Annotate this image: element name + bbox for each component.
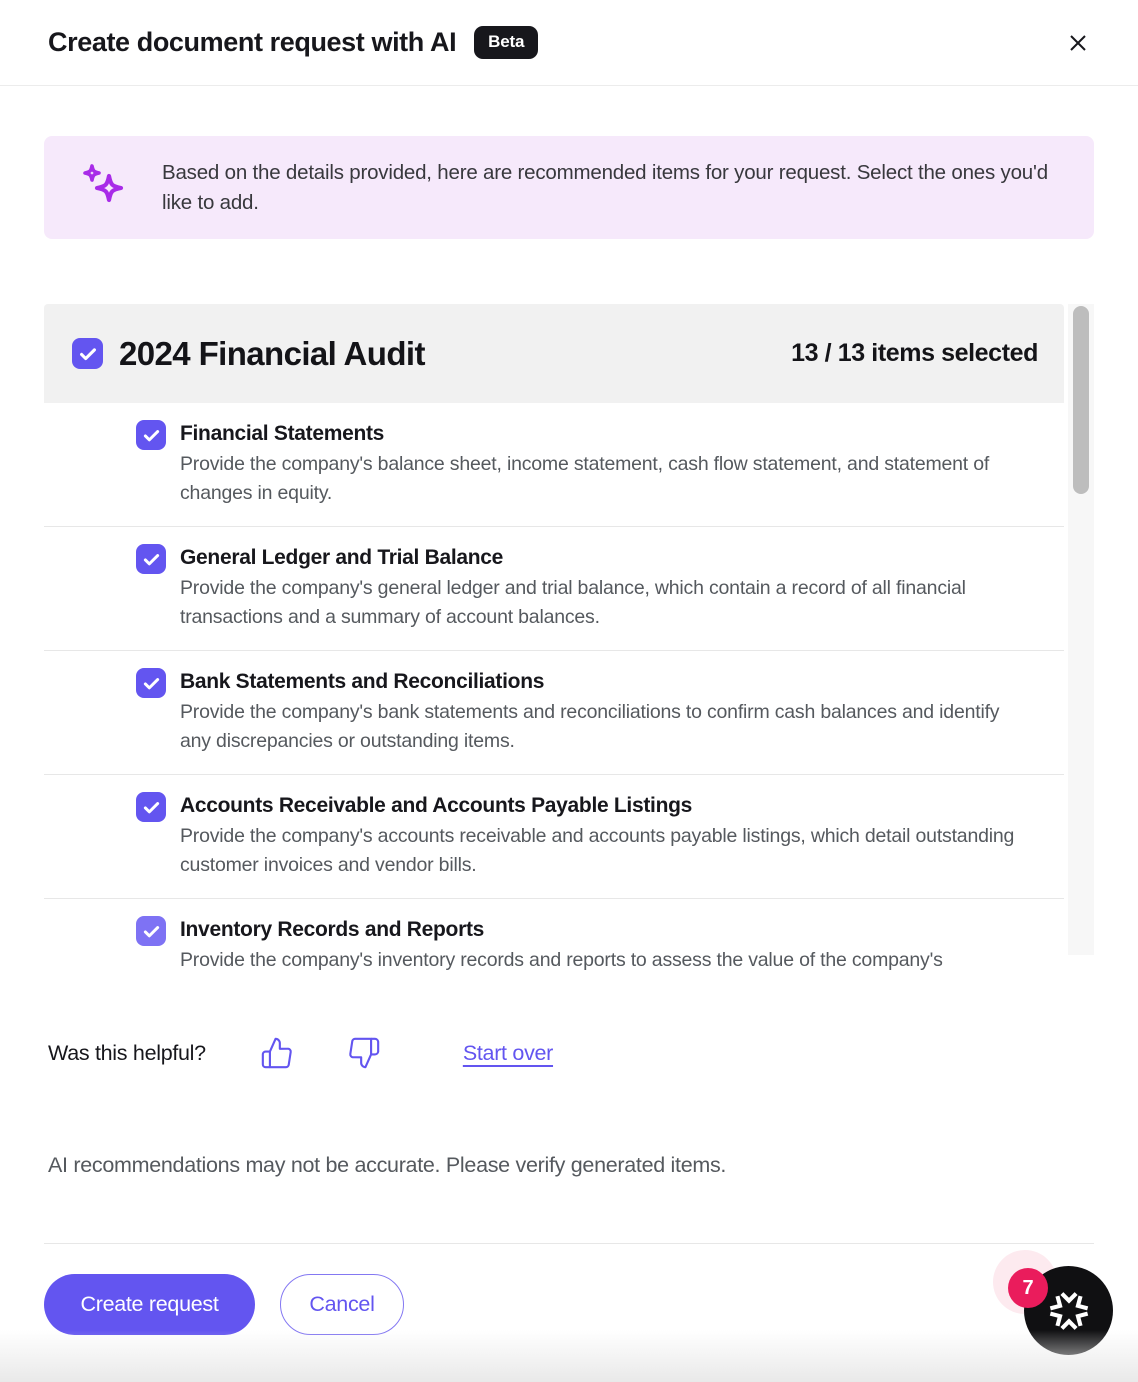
ai-disclaimer: AI recommendations may not be accurate. Please verify generated items. [48,1153,727,1177]
sparkle-icon [44,160,162,216]
ai-recommendation-banner [44,136,1094,239]
close-icon[interactable] [1062,27,1094,59]
cancel-button[interactable]: Cancel [280,1274,404,1335]
item-description: Provide the company's general ledger and trial balance, which contain a record of all financial transactions and a summary of account balances. [180,577,966,628]
list-item [44,651,1064,775]
page-title: Create document request with AI [48,27,457,57]
list-item [44,403,1064,527]
feedback-question: Was this helpful? [48,1040,206,1065]
banner-text: Based on the details provided, here are recommended items for your request. Select the ones you'd like to add. [162,160,1048,214]
item-description: Provide the company's accounts receivable and accounts payable listings, which detail outstanding customer invoices and vendor bills. [180,825,1015,876]
start-over-link[interactable]: Start over [462,1040,554,1065]
item-title: Accounts Receivable and Accounts Payable Listings [180,794,693,817]
thumbs-up-icon[interactable] [260,1036,294,1070]
create-request-button[interactable]: Create request [44,1274,255,1335]
footer-divider [44,1243,1094,1244]
item-description: Provide the company's bank statements and reconciliations to confirm cash balances and identify any discrepancies or outstanding items. [180,701,1000,752]
list-item [44,899,1064,993]
group-checkbox[interactable] [72,338,103,369]
item-title: Inventory Records and Reports [180,918,485,941]
item-checkbox[interactable] [136,420,166,450]
footer-actions [44,1274,404,1335]
item-title: Financial Statements [180,422,385,445]
beta-badge: Beta [474,26,538,59]
modal-header [0,0,1138,86]
item-checkbox[interactable] [136,792,166,822]
item-checkbox[interactable] [136,668,166,698]
notification-badge: 7 [1008,1268,1048,1308]
item-title: Bank Statements and Reconciliations [180,670,545,693]
selected-count: 13 / 13 items selected [791,339,1038,367]
item-checkbox[interactable] [136,544,166,574]
scrollbar-track[interactable] [1068,304,1094,955]
item-description: Provide the company's balance sheet, income statement, cash flow statement, and statement of changes in equity. [180,453,990,504]
scrollbar-thumb[interactable] [1073,306,1089,494]
bottom-fade [0,1330,1138,1382]
item-title: General Ledger and Trial Balance [180,546,504,569]
group-title: 2024 Financial Audit [119,334,425,372]
item-checkbox[interactable] [136,916,166,946]
recommended-items-panel [44,304,1094,971]
group-header [44,304,1064,403]
item-description: Provide the company's inventory records and reports to assess the value of the company's [180,949,943,971]
thumbs-down-icon[interactable] [347,1036,381,1070]
list-item [44,775,1064,899]
list-item [44,527,1064,651]
feedback-row [48,1036,553,1070]
